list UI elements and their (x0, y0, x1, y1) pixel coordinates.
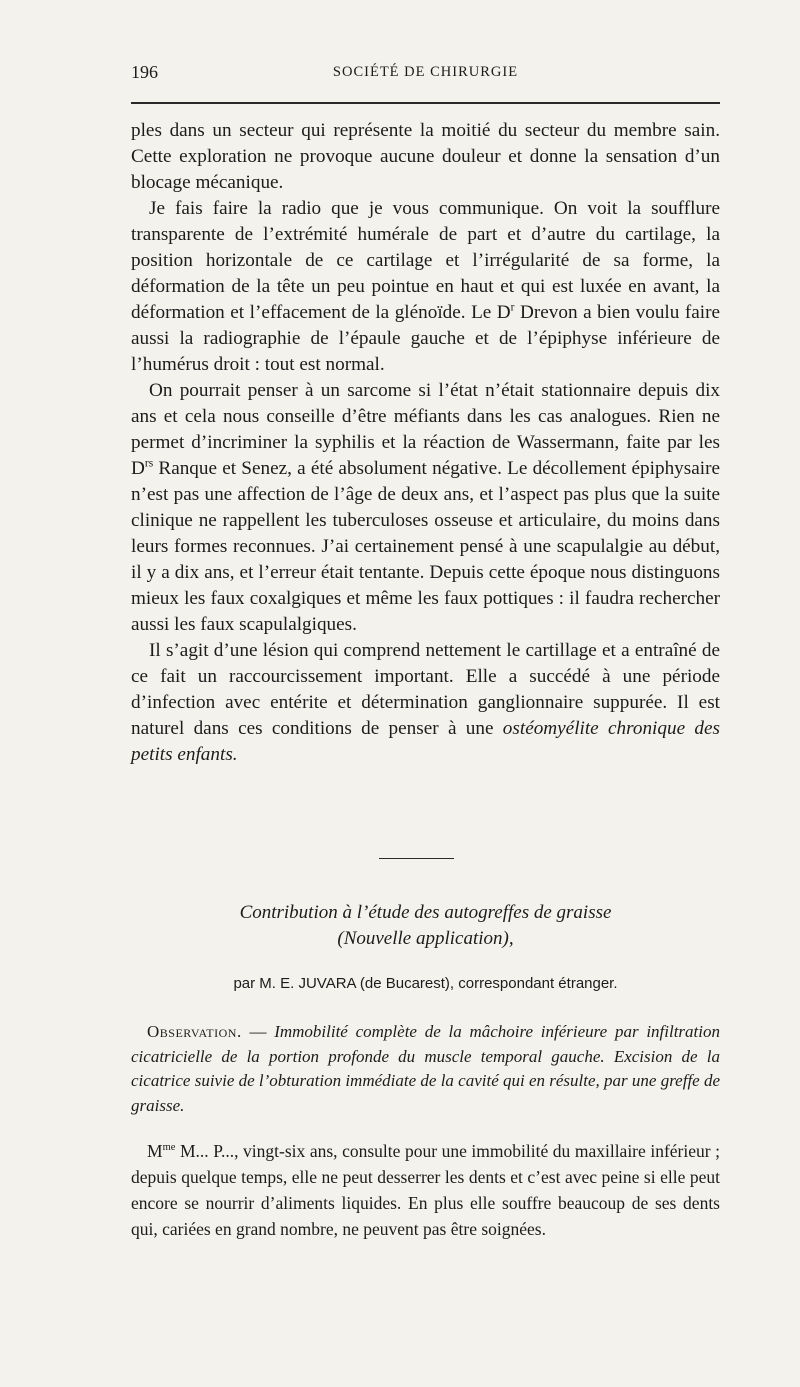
running-head: SOCIÉTÉ DE CHIRURGIE (332, 64, 519, 80)
observation-summary (131, 1020, 720, 1118)
paragraph-4-italic: ostéomyélite chronique des petits enfants. (131, 718, 720, 765)
paragraph-3 (131, 378, 720, 638)
paragraph-1: ples dans un secteur qui représente la moitié du secteur du membre sain. Cette exploration ne provoque aucune douleur et donne la sensation d’un blocage mécanique. (131, 120, 720, 193)
observation-text: Immobilité complète de la mâchoire inférieure par infiltration cicatricielle de la portion profonde du muscle temporal gauche. Excision de la cicatrice suivie de l’obturation immédiate de la cavité qui en résulte, par une greffe de graisse. (131, 1022, 721, 1115)
paragraph-2-text-b: Drevon a bien voulu faire aussi la radiographie de l’épaule gauche et de l’épiphyse inférieure de l’humérus droit : tout est normal. (131, 302, 720, 375)
case-text: M... P..., vingt-six ans, consulte pour une immobilité du maxillaire inférieur ; depuis quelque temps, elle ne peut desserrer les dents et c’est avec peine si elle peut encore se nourrir d’aliments liquides. En plus elle souffre beaucoup de ses dents qui, cariées en grand nombre, ne peuvent pas être soignées. (131, 1141, 720, 1239)
main-text (131, 118, 720, 768)
article-title-line-1: Contribution à l’étude des autogreffes de graisse (239, 902, 612, 923)
header-rule (131, 102, 720, 104)
observation-dash: — (241, 1022, 275, 1041)
article-title-line-2: (Nouvelle application), (337, 928, 514, 949)
case-paragraph (131, 1138, 720, 1242)
article-byline: par M. E. JUVARA (de Bucarest), correspondant étranger. (233, 975, 618, 992)
superscript-rs: rs (144, 457, 154, 470)
case-title-m: M (147, 1141, 163, 1161)
paragraph-4 (131, 638, 720, 768)
paragraph-2-text-a: Je fais faire la radio que je vous communique. On voit la soufflure transparente de l’extrémité humérale de part et d’autre du cartilage, la position horizontale de ce cartilage et l’irrégularité de sa forme, la déformation de la tête un peu pointue en haut et qui est luxée en avant, la déformation et l’effacement de la glénoïde. Le D (131, 198, 720, 323)
observation-paragraph (131, 1020, 720, 1118)
paragraph-2 (131, 196, 720, 378)
paragraph-3-text-b: Ranque et Senez, a été absolument négative. Le décollement épiphysaire n’est pas une affection de l’âge de deux ans, et l’aspect pas plus que la suite clinique ne rappellent les tuberculoses osseuse et articulaire, du moins dans leurs formes reconnues. J’ai certainement pensé à une scapulalgie au début, il y a dix ans, et l’erreur était tentante. Depuis cette époque nous distinguons mieux les faux coxalgiques et même les faux pottiques : il faudra rechercher aussi les faux scapulalgiques. (131, 458, 720, 635)
paragraph-3-text-a: On pourrait penser à un sarcome si l’état n’était stationnaire depuis dix ans et cela nous conseille d’être méfiants dans les cas analogues. Rien ne permet d’incriminer la syphilis et la réaction de Wassermann, faite par les D (131, 380, 720, 479)
superscript-r: r (510, 301, 515, 314)
article-title (131, 900, 720, 952)
observation-label: Observation. (147, 1022, 242, 1041)
section-divider (379, 858, 454, 859)
page-number: 196 (131, 62, 158, 82)
superscript-me: me (162, 1142, 176, 1154)
case-description (131, 1138, 720, 1242)
page-header (131, 62, 720, 88)
paragraph-4-text: Il s’agit d’une lésion qui comprend nettement le cartillage et a entraîné de ce fait un raccourcissement important. Elle a succédé à une période d’infection avec entérite et détermination ganglionnaire suppurée. Il est naturel dans ces conditions de penser à une (131, 640, 720, 739)
